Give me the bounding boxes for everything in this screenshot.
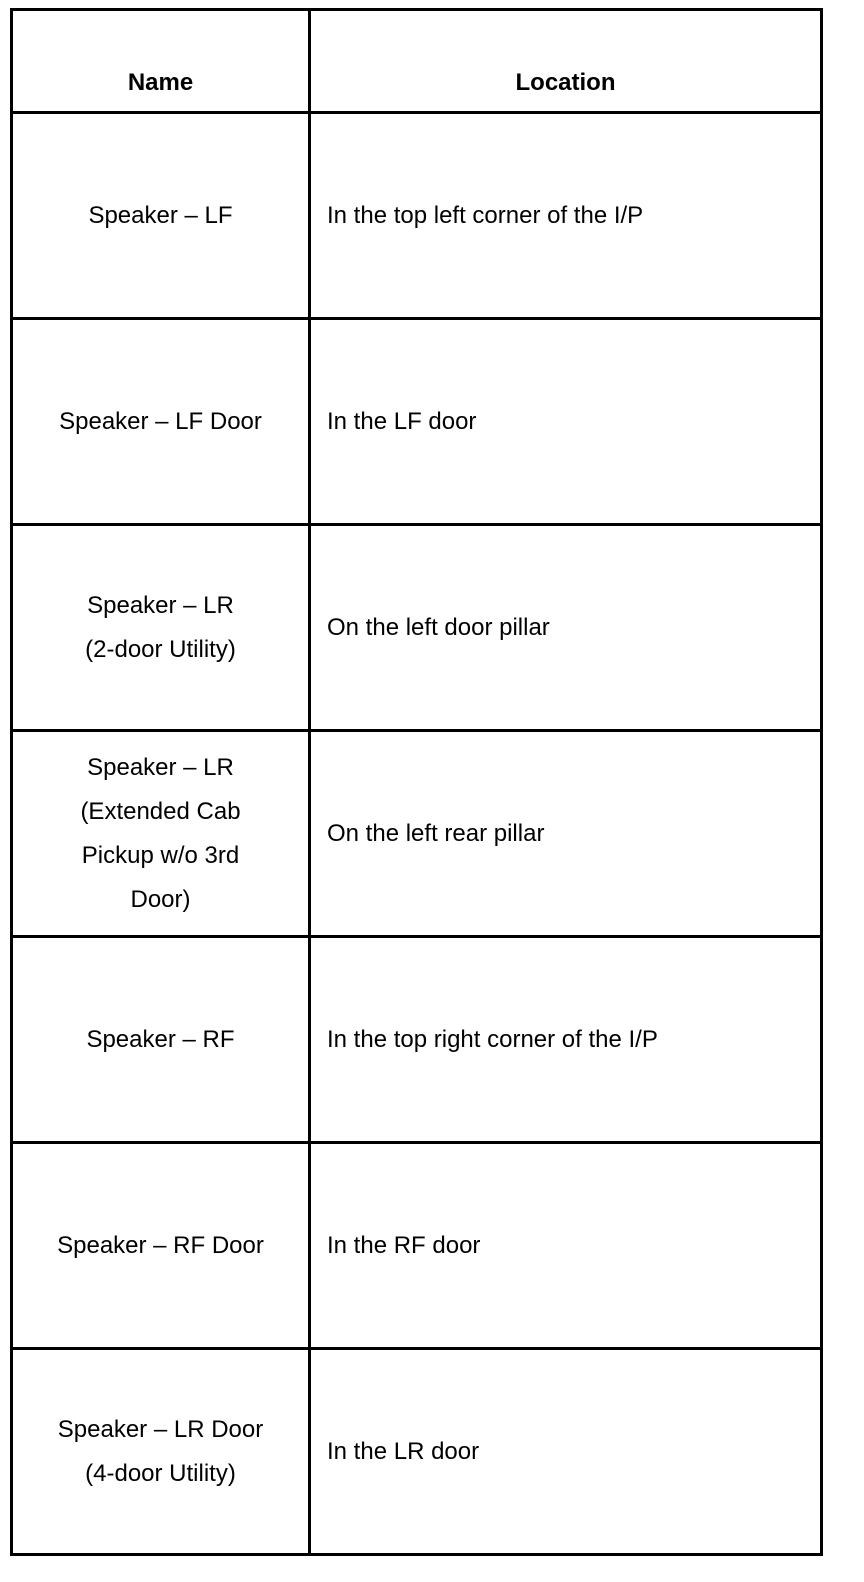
name-line: Speaker – RF [86, 1025, 235, 1053]
table-row [12, 113, 822, 319]
name-line: (4-door Utility) [85, 1459, 236, 1487]
location-cell: In the top left corner of the I/P [310, 113, 822, 319]
header-location: Location [310, 10, 822, 113]
name-cell [12, 937, 310, 1143]
name-line: Door) [130, 885, 191, 913]
table-row [12, 1349, 822, 1555]
name-line: Speaker – LF [88, 201, 233, 229]
table-row [12, 937, 822, 1143]
name-cell [12, 113, 310, 319]
name-line: Speaker – LF Door [59, 407, 262, 435]
location-cell: On the left rear pillar [310, 731, 822, 937]
name-line: Speaker – LR [87, 591, 234, 619]
name-cell [12, 1349, 310, 1555]
name-line: Speaker – LR Door [57, 1415, 264, 1443]
location-cell: In the RF door [310, 1143, 822, 1349]
header-name: Name [12, 10, 310, 113]
location-cell: In the top right corner of the I/P [310, 937, 822, 1143]
name-cell [12, 319, 310, 525]
name-line: (2-door Utility) [85, 635, 236, 663]
location-cell: In the LR door [310, 1349, 822, 1555]
table-row [12, 731, 822, 937]
table-row [12, 1143, 822, 1349]
location-cell: In the LF door [310, 319, 822, 525]
name-line: Pickup w/o 3rd [81, 841, 240, 869]
location-cell: On the left door pillar [310, 525, 822, 731]
name-line: (Extended Cab [80, 797, 241, 825]
name-line: Speaker – LR [87, 753, 234, 781]
name-cell [12, 731, 310, 937]
table-row [12, 525, 822, 731]
name-cell [12, 525, 310, 731]
speaker-location-table [10, 8, 823, 1556]
table-row [12, 319, 822, 525]
name-cell [12, 1143, 310, 1349]
name-line: Speaker – RF Door [57, 1231, 264, 1259]
table-header-row [12, 10, 822, 113]
